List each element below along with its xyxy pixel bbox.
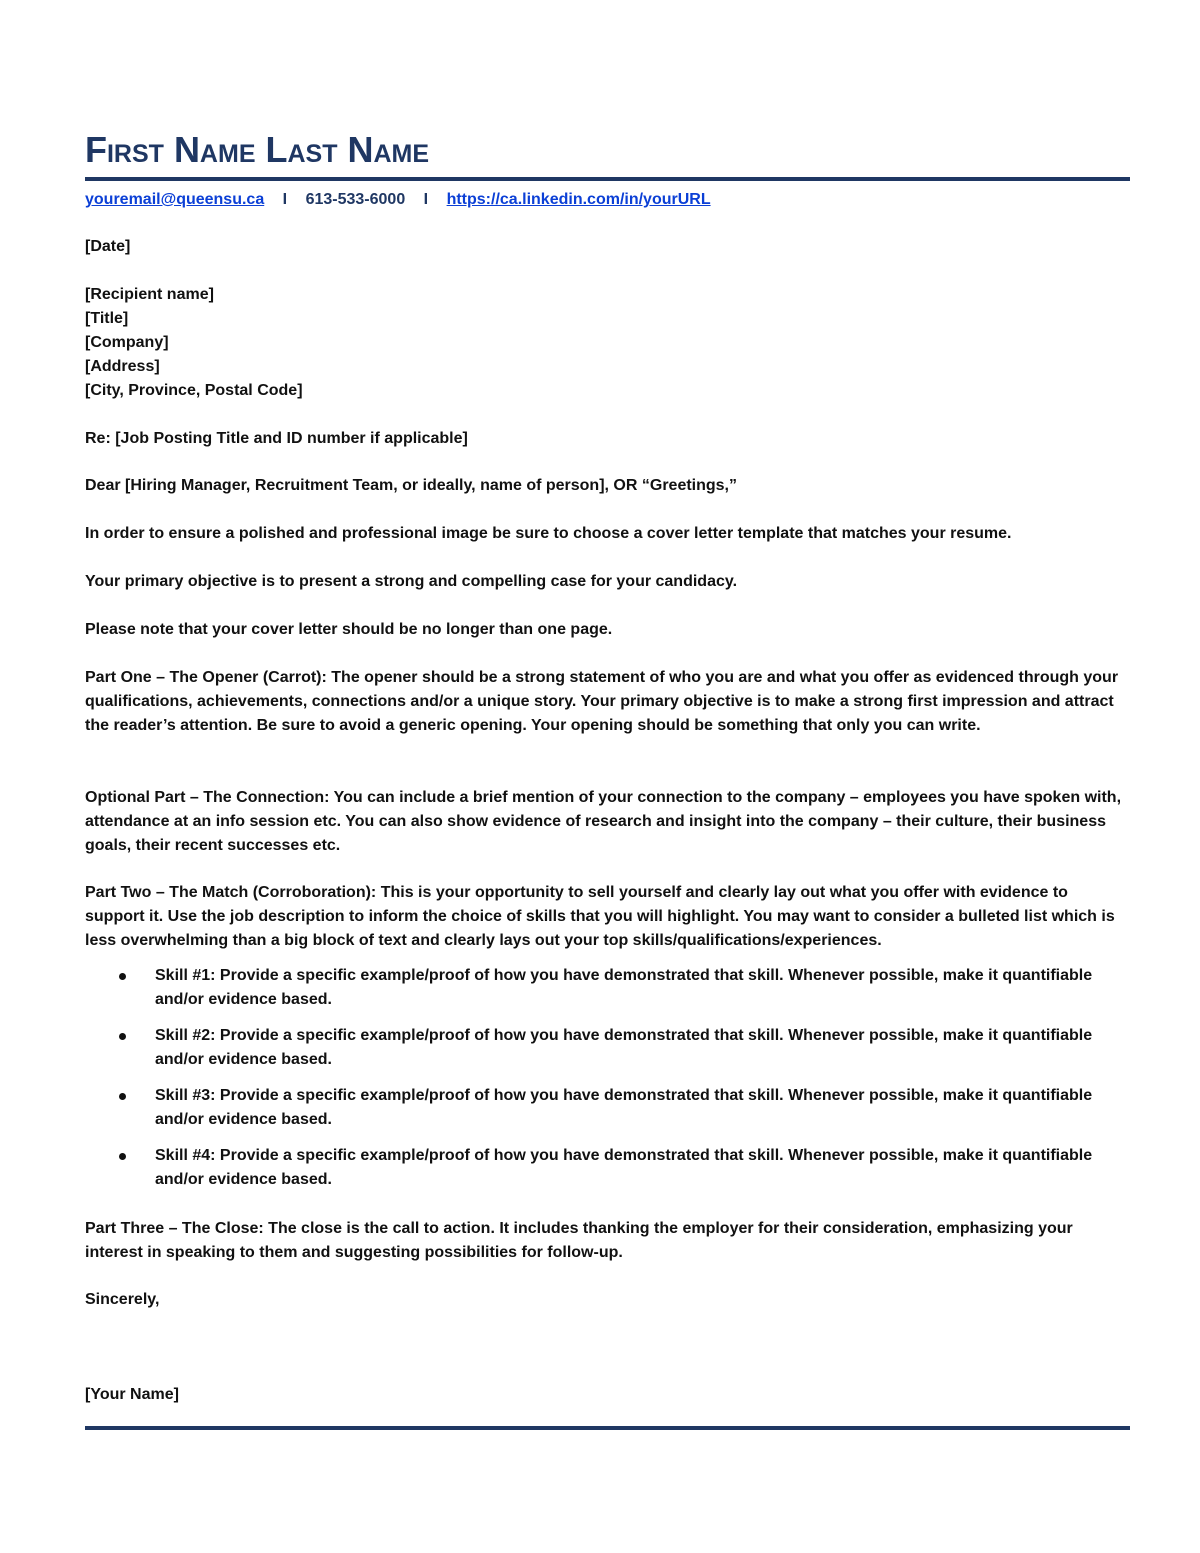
email-link[interactable]: youremail@queensu.ca (85, 191, 265, 208)
optional-part-paragraph (85, 786, 1125, 858)
linkedin-link[interactable]: https://ca.linkedin.com/in/yourURL (446, 191, 711, 208)
skill-text: Skill #1: Provide a specific example/proof of how you have demonstrated that skill. Whenever possible, make it quantifiable and/or evidence based. (155, 967, 1093, 1008)
re-line: Re: [Job Posting Title and ID number if applicable] (85, 430, 468, 447)
letter-date: [Date] (85, 238, 131, 255)
contact-separator: I (423, 191, 429, 208)
part-one-text: The opener should be a strong statement of who you are and what you offer as evidenced through your qualifications, achievements, connections and/or a unique story. Your primary objective is to make a strong first impression and attract the reader’s attention. Be sure to avoid a generic opening. Your opening should be something that only you can write. (85, 669, 1119, 734)
optional-part-label: Optional Part – The Connection: (85, 789, 330, 806)
recipient-city: [City, Province, Postal Code] (85, 382, 303, 399)
applicant-name: First Name Last Name (85, 129, 430, 170)
part-one-label: Part One – The Opener (Carrot): (85, 669, 327, 686)
contact-separator: I (282, 191, 288, 208)
recipient-name: [Recipient name] (85, 286, 214, 303)
list-item (85, 964, 1125, 1012)
recipient-title: [Title] (85, 310, 129, 327)
skill-text: Skill #2: Provide a specific example/proof of how you have demonstrated that skill. Whenever possible, make it quantifiable and/or evidence based. (155, 1027, 1093, 1068)
skill-text: Skill #3: Provide a specific example/proof of how you have demonstrated that skill. Whenever possible, make it quantifiable and/or evidence based. (155, 1087, 1093, 1128)
part-two-label: Part Two – The Match (Corroboration): (85, 884, 377, 901)
phone-number: 613-533-6000 (305, 191, 406, 208)
salutation: Dear [Hiring Manager, Recruitment Team, or ideally, name of person], OR “Greetings,” (85, 477, 737, 494)
bullet-icon (119, 973, 126, 980)
skills-list (85, 964, 1125, 1204)
cover-letter-page (85, 0, 1130, 1553)
list-item (85, 1024, 1125, 1072)
footer-rule (85, 1426, 1130, 1430)
bullet-icon (119, 1033, 126, 1040)
bullet-icon (119, 1093, 126, 1100)
recipient-company: [Company] (85, 334, 169, 351)
header-rule (85, 177, 1130, 181)
contact-line (85, 188, 711, 212)
part-two-text: This is your opportunity to sell yourself and clearly lay out what you offer with evidence to support it. Use the job description to inform the choice of skills that you will highlight. You may want to consider a bulleted list which is less overwhelming than a big block of text and clearly lays out your top skills/qualifications/experiences. (85, 884, 1115, 949)
part-three-label: Part Three – The Close: (85, 1220, 264, 1237)
intro-paragraph-3: Please note that your cover letter should be no longer than one page. (85, 621, 613, 638)
part-one-paragraph (85, 666, 1125, 738)
signature: [Your Name] (85, 1386, 179, 1403)
list-item (85, 1144, 1125, 1192)
recipient-address: [Address] (85, 358, 160, 375)
bullet-icon (119, 1153, 126, 1160)
closing: Sincerely, (85, 1291, 160, 1308)
part-three-text: The close is the call to action. It includes thanking the employer for their consideration, emphasizing your interest in speaking to them and suggesting possibilities for follow-up. (85, 1220, 1073, 1261)
part-two-paragraph (85, 881, 1125, 953)
part-three-paragraph (85, 1217, 1125, 1265)
intro-paragraph-2: Your primary objective is to present a strong and compelling case for your candidacy. (85, 573, 738, 590)
optional-part-text: You can include a brief mention of your connection to the company – employees you have spoken with, attendance at an info session etc. You can also show evidence of research and insight into the company – their culture, their business goals, their recent successes etc. (85, 789, 1122, 854)
intro-paragraph-1: In order to ensure a polished and professional image be sure to choose a cover letter template that matches your resume. (85, 525, 1012, 542)
skill-text: Skill #4: Provide a specific example/proof of how you have demonstrated that skill. Whenever possible, make it quantifiable and/or evidence based. (155, 1147, 1093, 1188)
list-item (85, 1084, 1125, 1132)
